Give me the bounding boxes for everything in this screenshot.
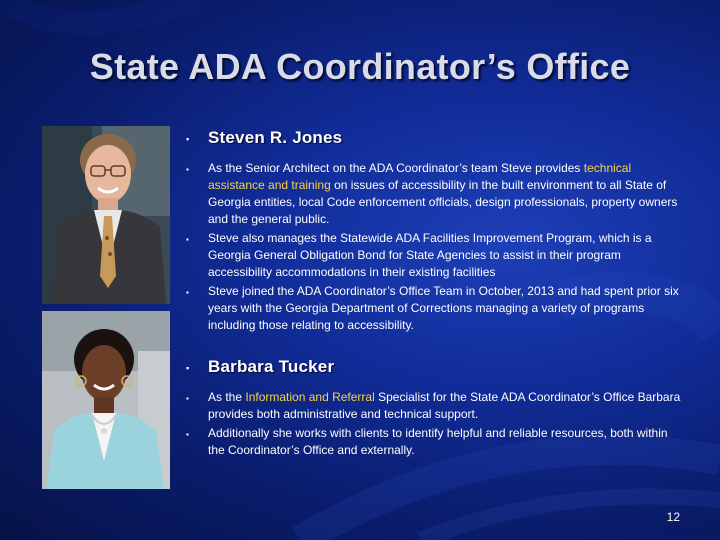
slide-title: State ADA Coordinator’s Office [89,46,631,87]
bullet-marker: ▪ [186,235,189,244]
bullet-marker: ▪ [186,134,190,144]
highlighted-text: Information and Referral [245,390,375,404]
steven-jones-photo [42,126,170,304]
bullet-marker: ▪ [186,288,189,297]
bullet-text: As the [208,390,246,404]
person-name: Steven R. Jones [208,128,343,147]
person-name: Barbara Tucker [208,357,335,376]
bullet-item [186,389,686,423]
bullet-text: As the Senior Architect on the ADA Coordinator’s team Steve provides [208,161,584,175]
bullet-item [186,230,686,281]
bullet-list [186,160,686,334]
person-name-row [186,357,686,387]
barbara-tucker-photo [42,311,170,489]
bullet-item [186,425,686,459]
bullet-text: Additionally she works with clients to identify helpful and reliable resources, both within the Coordinator’s Office and externally. [208,426,668,457]
bullet-marker: ▪ [186,430,189,439]
bullet-marker: ▪ [186,394,189,403]
bullet-text: Specialist for the State ADA Coordinator’s Office Barbara provides both administrative and technical support. [208,390,681,421]
bullet-list [186,389,686,459]
bullet-text: Steve also manages the Statewide ADA Facilities Improvement Program, which is a Georgia General Obligation Bond for State Agencies to assist in their program accessibility accommodations in their existing facilities [208,231,652,279]
barbara-tucker-section [186,357,686,459]
bullet-item [186,283,686,334]
steven-jones-section [186,128,686,334]
bullet-marker: ▪ [186,363,190,373]
page-number: 12 [666,510,680,524]
highlighted-text: technical assistance and training [208,161,632,192]
person-name-row [186,128,686,158]
bullet-item [186,160,686,228]
bullet-marker: ▪ [186,165,189,174]
bullet-text: on issues of accessibility in the built environment to all State of Georgia entities, local Code enforcement officials, design professionals, property owners and the general public. [208,178,678,226]
bullet-text: Steve joined the ADA Coordinator’s Office Team in October, 2013 and had spent prior six years with the Georgia Department of Corrections managing a variety of programs including those relating to accessibility. [208,284,679,332]
